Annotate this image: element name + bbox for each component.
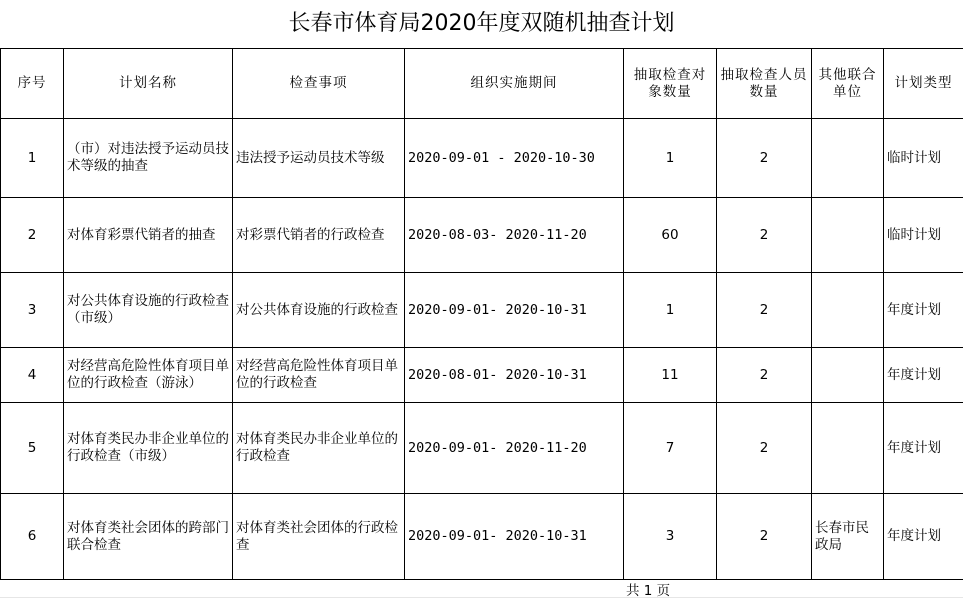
cell-seq: 6 bbox=[1, 494, 64, 580]
header-period: 组织实施期间 bbox=[405, 49, 624, 119]
cell-target-count: 7 bbox=[624, 403, 717, 494]
sheet-gridline bbox=[0, 597, 963, 598]
cell-inspection-item: 对公共体育设施的行政检查 bbox=[233, 273, 405, 348]
cell-plan-name: 对公共体育设施的行政检查（市级） bbox=[64, 273, 233, 348]
cell-target-count: 11 bbox=[624, 348, 717, 403]
cell-plan-type: 年度计划 bbox=[884, 273, 963, 348]
header-seq: 序号 bbox=[1, 49, 64, 119]
cell-target-count: 3 bbox=[624, 494, 717, 580]
page-count: 共 1 页 bbox=[626, 583, 671, 599]
cell-period: 2020-09-01 - 2020-10-30 bbox=[405, 119, 624, 198]
header-plan-type: 计划类型 bbox=[884, 49, 963, 119]
cell-inspection-item: 对体育类民办非企业单位的行政检查 bbox=[233, 403, 405, 494]
cell-seq: 5 bbox=[1, 403, 64, 494]
cell-inspector-count: 2 bbox=[717, 273, 812, 348]
cell-other-units bbox=[812, 273, 884, 348]
cell-target-count: 1 bbox=[624, 273, 717, 348]
cell-period: 2020-08-01- 2020-10-31 bbox=[405, 348, 624, 403]
cell-inspection-item: 对彩票代销者的行政检查 bbox=[233, 198, 405, 273]
cell-seq: 2 bbox=[1, 198, 64, 273]
cell-inspection-item: 对体育类社会团体的行政检查 bbox=[233, 494, 405, 580]
cell-other-units bbox=[812, 403, 884, 494]
table-row bbox=[1, 348, 963, 403]
cell-seq: 1 bbox=[1, 119, 64, 198]
cell-other-units bbox=[812, 348, 884, 403]
cell-plan-name: 对体育类社会团体的跨部门联合检查 bbox=[64, 494, 233, 580]
cell-plan-name: 对经营高危险性体育项目单位的行政检查（游泳） bbox=[64, 348, 233, 403]
cell-plan-type: 年度计划 bbox=[884, 348, 963, 403]
table-row bbox=[1, 403, 963, 494]
cell-inspector-count: 2 bbox=[717, 494, 812, 580]
header-inspection-item: 检查事项 bbox=[233, 49, 405, 119]
header-row bbox=[1, 49, 963, 119]
cell-plan-type: 年度计划 bbox=[884, 403, 963, 494]
table-row bbox=[1, 119, 963, 198]
cell-period: 2020-09-01- 2020-10-31 bbox=[405, 494, 624, 580]
cell-target-count: 1 bbox=[624, 119, 717, 198]
cell-inspector-count: 2 bbox=[717, 403, 812, 494]
header-inspector-count: 抽取检查人员数量 bbox=[717, 49, 812, 119]
cell-seq: 3 bbox=[1, 273, 64, 348]
cell-inspector-count: 2 bbox=[717, 119, 812, 198]
cell-plan-type: 临时计划 bbox=[884, 119, 963, 198]
cell-plan-name: 对体育类民办非企业单位的行政检查（市级） bbox=[64, 403, 233, 494]
table-body bbox=[1, 49, 963, 580]
cell-inspection-item: 对经营高危险性体育项目单位的行政检查 bbox=[233, 348, 405, 403]
cell-plan-name: （市）对违法授予运动员技术等级的抽查 bbox=[64, 119, 233, 198]
cell-plan-type: 临时计划 bbox=[884, 198, 963, 273]
cell-other-units bbox=[812, 119, 884, 198]
cell-inspector-count: 2 bbox=[717, 348, 812, 403]
table-row bbox=[1, 198, 963, 273]
cell-other-units bbox=[812, 198, 884, 273]
inspection-plan-table bbox=[0, 48, 963, 580]
cell-period: 2020-08-03- 2020-11-20 bbox=[405, 198, 624, 273]
header-target-count: 抽取检查对象数量 bbox=[624, 49, 717, 119]
cell-period: 2020-09-01- 2020-10-31 bbox=[405, 273, 624, 348]
cell-seq: 4 bbox=[1, 348, 64, 403]
cell-inspector-count: 2 bbox=[717, 198, 812, 273]
cell-plan-type: 年度计划 bbox=[884, 494, 963, 580]
cell-target-count: 60 bbox=[624, 198, 717, 273]
header-other-units: 其他联合单位 bbox=[812, 49, 884, 119]
header-plan-name: 计划名称 bbox=[64, 49, 233, 119]
cell-plan-name: 对体育彩票代销者的抽查 bbox=[64, 198, 233, 273]
cell-period: 2020-09-01- 2020-11-20 bbox=[405, 403, 624, 494]
page-title: 长春市体育局2020年度双随机抽查计划 bbox=[288, 11, 675, 36]
cell-other-units: 长春市民政局 bbox=[812, 494, 884, 580]
table-row bbox=[1, 494, 963, 580]
cell-inspection-item: 违法授予运动员技术等级 bbox=[233, 119, 405, 198]
table-row bbox=[1, 273, 963, 348]
